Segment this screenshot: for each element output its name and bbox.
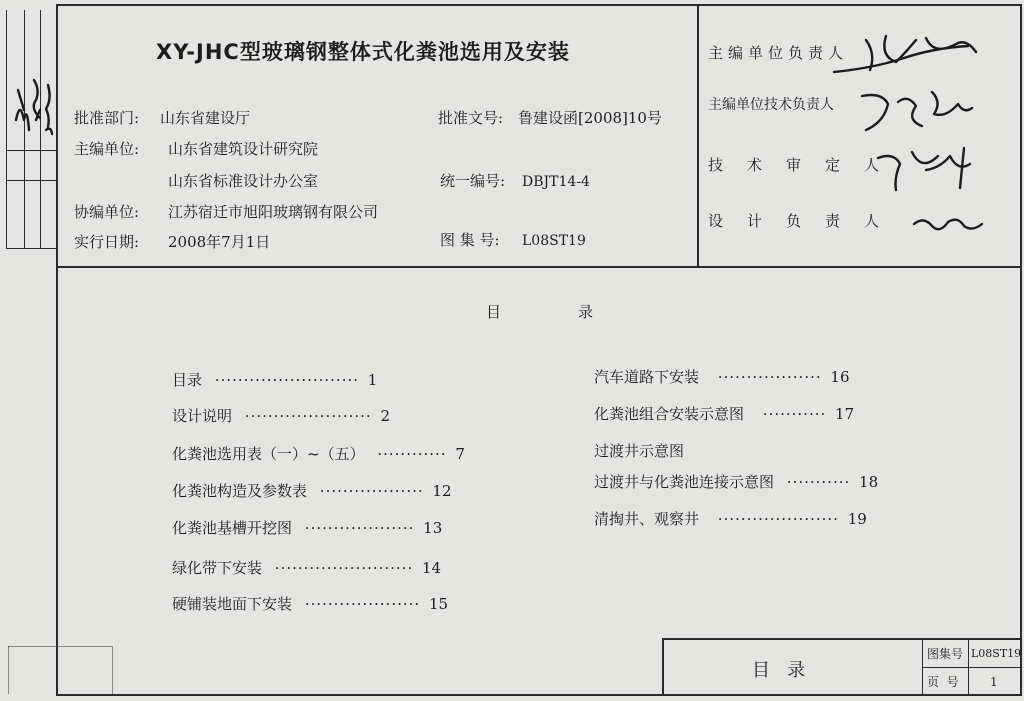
toc-item-label: 硬铺装地面下安装 xyxy=(172,595,293,613)
toc-item-page: 2 xyxy=(380,407,391,425)
unified-no-label: 统一编号: xyxy=(440,172,506,190)
toc-item-label: 化粪池组合安装示意图 xyxy=(594,405,745,423)
chief-unit-label: 主编单位: xyxy=(74,140,140,158)
toc-item-label: 设计说明 xyxy=(172,407,233,425)
frame-bottom xyxy=(56,694,1022,696)
toc-item xyxy=(594,370,850,385)
frame-left xyxy=(56,4,58,696)
toc-item xyxy=(172,597,448,612)
toc-heading-1: 目 xyxy=(486,303,502,321)
toc-item-label: 过渡井示意图 xyxy=(594,442,685,460)
chief-unit-2: 山东省标准设计办公室 xyxy=(168,172,319,190)
tb-page-value: 1 xyxy=(990,675,998,689)
toc-item-label: 汽车道路下安装 xyxy=(594,368,700,386)
bottom-left-box-top xyxy=(8,646,112,647)
strip-signatures xyxy=(6,60,56,150)
responsible-tech: 主编单位技术负责人 xyxy=(708,97,834,113)
toc-item-page: 7 xyxy=(455,445,465,463)
atlas-no-label: 图 集 号: xyxy=(440,231,500,249)
toc-item xyxy=(594,512,867,527)
toc-item xyxy=(172,373,377,388)
frame-right xyxy=(1020,4,1022,696)
tb-atlas-value: L08ST19 xyxy=(971,647,1022,660)
toc-item-dots: ··················· xyxy=(304,519,415,537)
toc-item-dots: ························· xyxy=(214,371,359,389)
toc-item-label: 清掏井、观察井 xyxy=(594,510,700,528)
date-label: 实行日期: xyxy=(74,233,140,251)
co-unit: 江苏宿迁市旭阳玻璃钢有限公司 xyxy=(168,203,379,221)
toc-item-label: 化粪池选用表（一）~（五） xyxy=(172,445,365,463)
responsible-chief-unit: 主编单位负责人 xyxy=(708,44,849,62)
toc-item-dots: ····················· xyxy=(717,510,839,528)
toc-item-label: 化粪池基槽开挖图 xyxy=(172,519,293,537)
toc-item-page: 18 xyxy=(859,473,879,491)
tb-page-label: 页 号 xyxy=(927,675,959,689)
tb-atlas-label: 图集号 xyxy=(927,647,964,661)
toc-item-dots: ·················· xyxy=(717,368,822,386)
effective-date: 2008年7月1日 xyxy=(168,233,271,251)
responsible-design: 设计负责人 xyxy=(708,212,904,230)
toc-heading-2: 录 xyxy=(578,303,594,321)
tb-mid xyxy=(922,667,1022,668)
page-title: XY-JHC型玻璃钢整体式化粪池选用及安装 xyxy=(156,40,570,64)
strip-line-mid2 xyxy=(6,180,56,181)
toc-item-label: 绿化带下安装 xyxy=(172,559,263,577)
bottom-left-box-right xyxy=(112,646,113,694)
signature-4 xyxy=(908,208,988,236)
toc-item-dots: ······················ xyxy=(244,407,372,425)
bottom-left-box-left xyxy=(8,646,9,694)
co-unit-label: 协编单位: xyxy=(74,203,140,221)
toc-item xyxy=(594,407,854,422)
toc-item xyxy=(172,561,441,576)
strip-line-mid xyxy=(6,150,56,151)
toc-item xyxy=(172,409,390,424)
toc-item-label: 目录 xyxy=(172,371,203,389)
tb-drawing-name: 目 录 xyxy=(752,660,806,681)
toc-item xyxy=(172,521,442,536)
approval-doc-label: 批准文号: xyxy=(438,109,504,127)
signature-2 xyxy=(852,82,982,134)
approval-doc: 鲁建设函[2008]10号 xyxy=(518,109,662,127)
unified-no: DBJT14-4 xyxy=(522,174,590,190)
approval-dept-label: 批准部门: xyxy=(74,109,140,127)
signature-1 xyxy=(826,26,1006,82)
toc-item xyxy=(594,444,684,459)
toc-item xyxy=(172,447,465,462)
header-divider xyxy=(56,266,1022,268)
toc-item-page: 16 xyxy=(830,368,850,386)
responsible-review: 技术审定人 xyxy=(708,156,904,174)
toc-item-page: 14 xyxy=(422,559,442,577)
strip-line-bottom xyxy=(6,248,56,249)
toc-item-dots: ··········· xyxy=(786,473,851,491)
toc-item-page: 15 xyxy=(428,595,449,613)
chief-unit-1: 山东省建筑设计研究院 xyxy=(168,140,319,158)
toc-item-page: 19 xyxy=(847,510,867,528)
toc-item-dots: ···················· xyxy=(304,595,421,613)
toc-item xyxy=(594,475,878,490)
approval-dept: 山东省建设厅 xyxy=(160,109,251,127)
signature-3 xyxy=(868,140,988,196)
toc-item-page: 12 xyxy=(432,482,452,500)
frame-top xyxy=(56,4,1022,6)
toc-item-page: 1 xyxy=(367,371,378,389)
toc-item-page: 13 xyxy=(423,519,443,537)
toc-item-dots: ·················· xyxy=(319,482,424,500)
atlas-no: L08ST19 xyxy=(522,233,586,249)
responsible-divider xyxy=(697,4,699,268)
toc-item-dots: ··········· xyxy=(762,405,827,423)
tb-left xyxy=(662,638,664,696)
toc-item-label: 过渡井与化粪池连接示意图 xyxy=(594,473,775,491)
toc-item xyxy=(172,484,452,499)
toc-item-page: 17 xyxy=(835,405,855,423)
toc-item-dots: ············ xyxy=(377,445,447,463)
toc-item-dots: ························ xyxy=(274,559,414,577)
toc-item-label: 化粪池构造及参数表 xyxy=(172,482,308,500)
